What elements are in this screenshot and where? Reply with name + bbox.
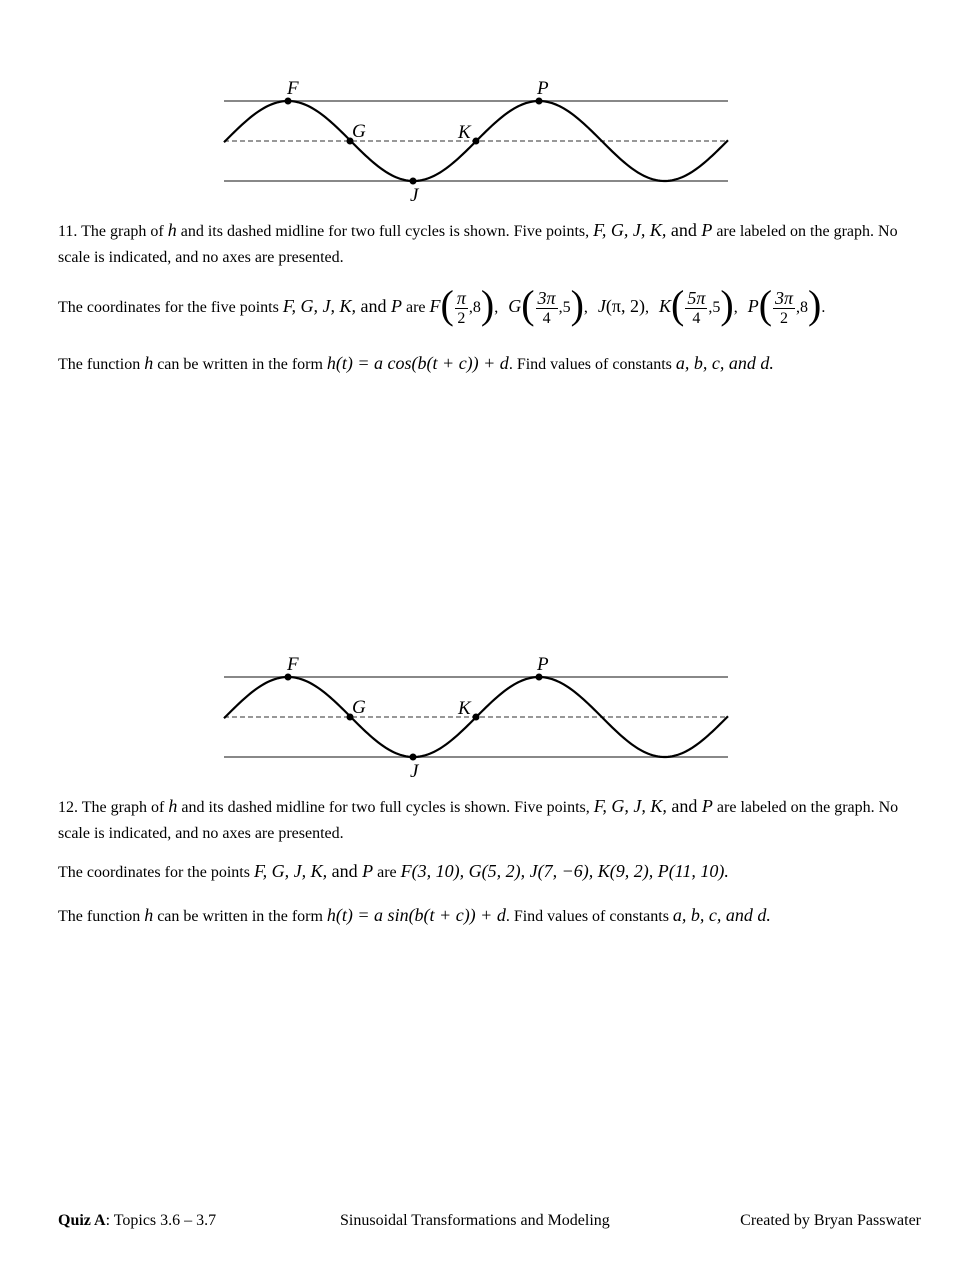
label-j: J	[410, 185, 419, 205]
point-j	[410, 178, 417, 185]
label-k: K	[458, 122, 471, 143]
problem-12-function: The function h can be written in the form h(t) = a sin(b(t + c)) + d. Find values of constants a, b, c, and d.	[58, 905, 771, 925]
function-form: h(t) = a sin(b(t + c)) + d	[326, 905, 506, 925]
label-g: G	[352, 697, 366, 718]
coord-j: J(π, 2),	[597, 296, 649, 316]
footer-author: Created by Bryan Passwater	[740, 1212, 921, 1229]
problem-12-intro: 12. The graph of h and its dashed midline for two full cycles is shown. Five points, F, G, J, K, and P are labeled on the graph. No scale is indicated, and no axes are presented.	[58, 796, 899, 842]
label-j: J	[410, 761, 419, 781]
graph-problem-11	[200, 75, 760, 205]
label-f: F	[287, 654, 299, 675]
coord-f: F( $\frac{\pi}{2}$ ,8),	[429, 282, 499, 328]
point-j	[410, 754, 417, 761]
coord-k: K( $\frac{5\pi}{4}$ ,5),	[658, 282, 738, 328]
problem-11-coords: The coordinates for the five points F, G, J, K, and P are F( $\frac{\pi}{2}$ ,8), G( $\frac{3\pi}{4}$ ,5), J(π, 2), K( $\frac{5\pi}{4}$ ,5), P( $\frac{3\pi}{2}$ ,8).	[58, 284, 909, 330]
problem-11-function: The function h can be written in the form h(t) = a cos(b(t + c)) + d. Find values of constants a, b, c, and d.	[58, 353, 774, 373]
function-form: h(t) = a cos(b(t + c)) + d	[326, 353, 509, 373]
coord-p: P( $\frac{3\pi}{2}$ ,8).	[747, 282, 826, 328]
coordinates-list: F(3, 10), G(5, 2), J(7, −6), K(9, 2), P(11, 10).	[400, 861, 729, 881]
point-k	[473, 714, 480, 721]
label-p: P	[537, 78, 549, 99]
label-p: P	[537, 654, 549, 675]
label-g: G	[352, 121, 366, 142]
label-k: K	[458, 698, 471, 719]
graph-problem-12	[200, 651, 760, 781]
point-k	[473, 138, 480, 145]
footer-quiz: Quiz A: Topics 3.6 – 3.7	[58, 1212, 217, 1229]
coord-g: G( $\frac{3\pi}{4}$ ,5),	[508, 282, 588, 328]
problem-12-coords: The coordinates for the points F, G, J, K, and P are F(3, 10), G(5, 2), J(7, −6), K(9, 2), P(11, 10).	[58, 861, 729, 881]
problem-11-intro: 11. The graph of h and its dashed midline for two full cycles is shown. Five points, F, G, J, K, and P are labeled on the graph. No scale is indicated, and no axes are presented.	[58, 220, 898, 266]
label-f: F	[287, 78, 299, 99]
footer-title: Sinusoidal Transformations and Modeling	[340, 1212, 610, 1229]
